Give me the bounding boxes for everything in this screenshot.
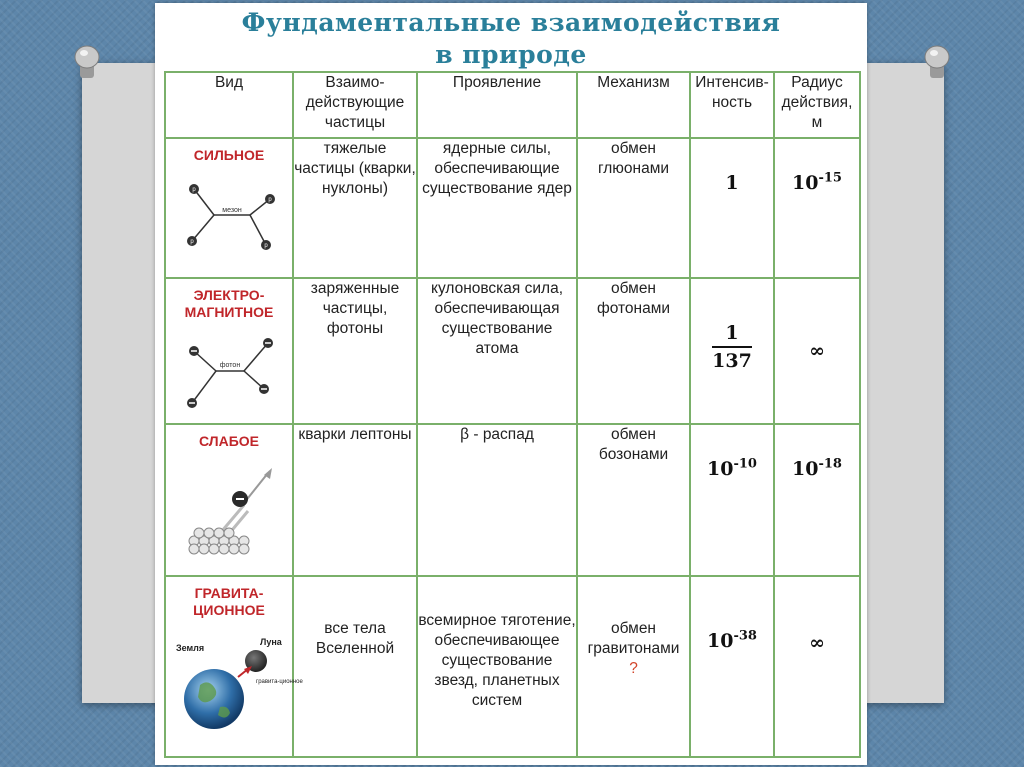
intensity-value: 1: [725, 172, 739, 194]
radius-exponent: -18: [818, 457, 842, 472]
radius-cell: [774, 576, 860, 757]
radius-value: ∞: [809, 632, 825, 654]
header-radius: Радиус действия, м: [774, 72, 860, 138]
particles-cell: все тела Вселенной: [293, 576, 417, 757]
radius-cell: [774, 278, 860, 424]
particles-cell: кварки лептоны: [293, 424, 417, 576]
intensity-exponent: -38: [733, 629, 757, 644]
sheet: [155, 3, 867, 765]
radius-value: ∞: [809, 340, 825, 362]
intensity-exponent: -10: [733, 457, 757, 472]
particles-cell: заряженные частицы, фотоны: [293, 278, 417, 424]
radius-cell: [774, 138, 860, 278]
pushpin-right-icon: [922, 44, 952, 80]
manifestation-cell: кулоновская сила, обеспечивающая существование атома: [417, 278, 577, 424]
intensity-base: 10: [707, 458, 734, 481]
mechanism-cell: обмен бозонами: [577, 424, 690, 576]
mechanism-text: обмен гравитонами: [587, 620, 680, 657]
diagram-label: p: [268, 197, 272, 203]
diagram-label: p: [264, 243, 268, 249]
kind-label: СЛАБОЕ: [199, 433, 259, 449]
force-label: гравита-ционное: [256, 679, 303, 685]
radius-cell: [774, 424, 860, 576]
diagram-label: p: [190, 239, 194, 245]
diagram-label: мезон: [222, 207, 242, 214]
table-row: [165, 278, 860, 424]
intensity-base: 10: [707, 630, 734, 653]
intensity-cell: [690, 278, 774, 424]
mechanism-cell: обмен фотонами: [577, 278, 690, 424]
mechanism-note: ?: [629, 660, 638, 677]
header-intensity: Интенсив-ность: [690, 72, 774, 138]
kind-label: ЭЛЕКТРО-МАГНИТНОЕ: [184, 287, 274, 320]
header-row: [165, 72, 860, 138]
earth-moon-diagram-icon: [172, 637, 303, 745]
kind-cell: [165, 138, 293, 278]
manifestation-cell: всемирное тяготение, обеспечивающее существование звезд, планетных систем: [417, 576, 577, 757]
diagram-label: p: [192, 187, 196, 193]
manifestation-cell: ядерные силы, обеспечивающие существование ядер: [417, 138, 577, 278]
table-row: [165, 138, 860, 278]
intensity-cell: [690, 424, 774, 576]
intensity-denominator: 137: [712, 350, 752, 372]
radius-exponent: -15: [818, 171, 842, 186]
kind-cell: [165, 278, 293, 424]
electromagnetic-diagram-icon: [180, 329, 280, 411]
interactions-table: [164, 71, 861, 758]
kind-cell: [165, 424, 293, 576]
earth-label: Земля: [176, 643, 205, 653]
table-row: [165, 576, 860, 757]
particles-cell: тяжелые частицы (кварки, нуклоны): [293, 138, 417, 278]
intensity-fraction: [712, 323, 752, 371]
page-subtitle: в природе: [435, 40, 587, 69]
intensity-numerator: 1: [712, 323, 752, 348]
intensity-cell: [690, 576, 774, 757]
beta-decay-diagram-icon: [184, 465, 280, 557]
header-manifestation: Проявление: [417, 72, 577, 138]
kind-cell: [165, 576, 303, 757]
mechanism-cell: обмен глюонами: [577, 138, 690, 278]
moon-label: Луна: [260, 637, 282, 647]
header-particles: Взаимо-действующие частицы: [293, 72, 417, 138]
kind-label: СИЛЬНОЕ: [193, 147, 265, 163]
manifestation-cell: β - распад: [417, 424, 577, 576]
diagram-label: фотон: [219, 362, 241, 369]
radius-base: 10: [792, 172, 819, 195]
strong-diagram-icon: [180, 175, 280, 255]
pushpin-left-icon: [72, 44, 102, 80]
kind-label: ГРАВИТА-ЦИОННОЕ: [193, 585, 265, 618]
radius-base: 10: [792, 458, 819, 481]
header-mechanism: Механизм: [577, 72, 690, 138]
mechanism-cell: [577, 576, 690, 757]
table-row: [165, 424, 860, 576]
page-title: Фундаментальные взаимодействия: [241, 8, 781, 37]
header-kind: Вид: [165, 72, 293, 138]
intensity-cell: [690, 138, 774, 278]
